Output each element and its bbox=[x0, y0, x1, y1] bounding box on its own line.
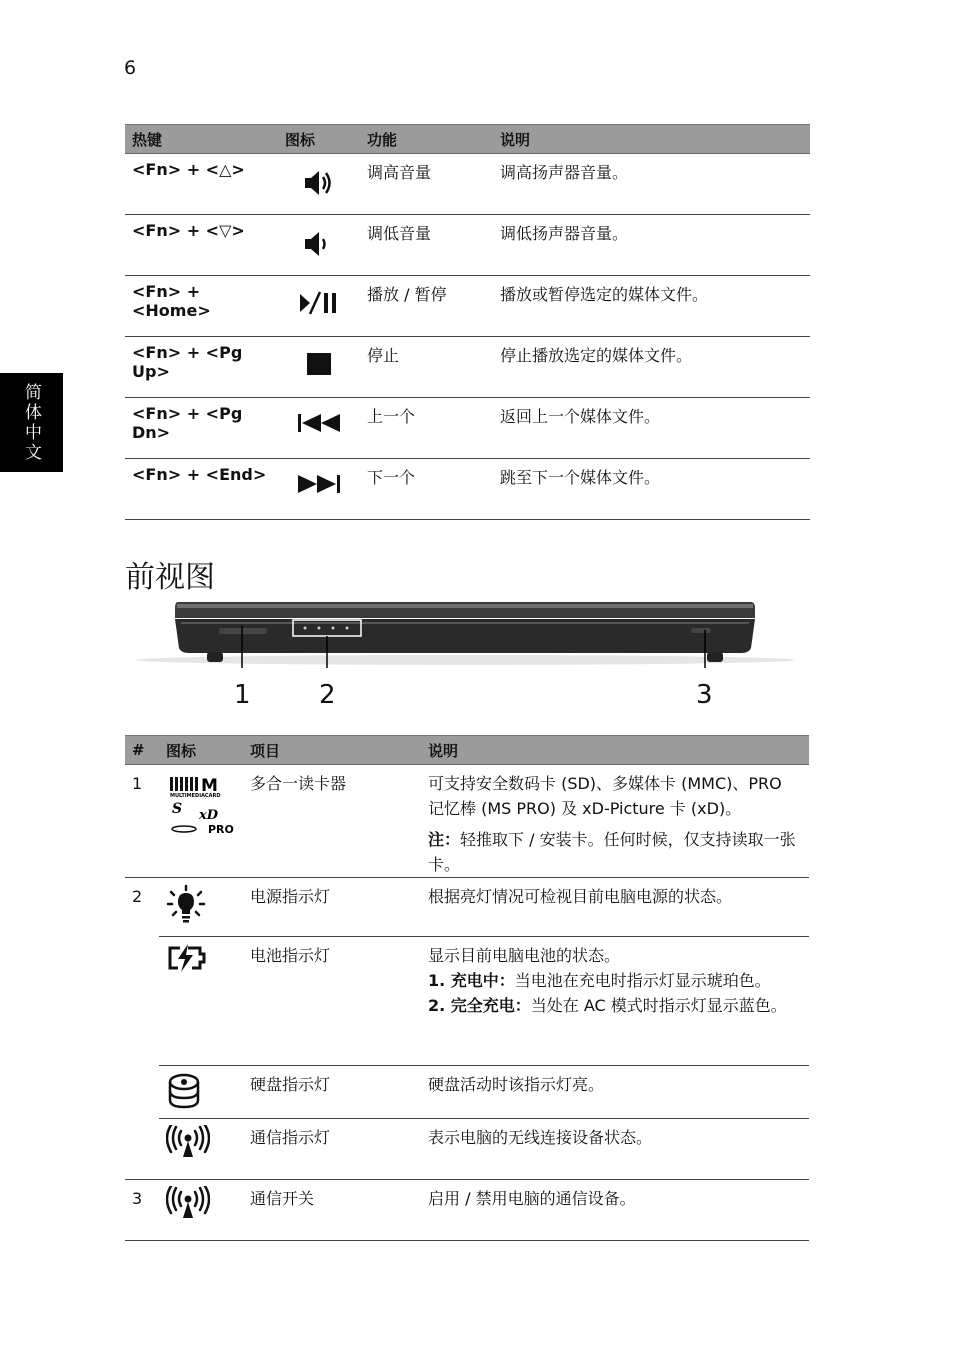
svg-text:xD: xD bbox=[199, 808, 219, 823]
table-row bbox=[125, 337, 810, 398]
description: 调低扬声器音量。 bbox=[493, 215, 810, 276]
row-number: 1 bbox=[125, 765, 159, 878]
header-icon: 图标 bbox=[278, 125, 360, 154]
description: 启用 / 禁用电脑的通信设备。 bbox=[421, 1180, 809, 1241]
power-indicator-icon bbox=[166, 884, 206, 924]
status-label: 2. 完全充电： bbox=[428, 996, 531, 1015]
description: 调高扬声器音量。 bbox=[493, 154, 810, 215]
table-row bbox=[125, 215, 810, 276]
card-reader-icon bbox=[166, 771, 234, 837]
wireless-indicator-icon bbox=[166, 1125, 210, 1159]
status-text: 当电池在充电时指示灯显示琥珀色。 bbox=[514, 971, 771, 990]
hotkey: <Fn> + <Home> bbox=[125, 276, 278, 337]
table-row bbox=[125, 154, 810, 215]
header-function: 功能 bbox=[360, 125, 493, 154]
table-row bbox=[125, 937, 809, 1066]
table-row bbox=[125, 765, 809, 878]
play-pause-icon bbox=[298, 290, 340, 316]
status-label: 1. 充电中： bbox=[428, 971, 515, 990]
item-label: 电源指示灯 bbox=[243, 878, 421, 937]
hotkey: <Fn> + <Pg Up> bbox=[125, 337, 278, 398]
header-description: 说明 bbox=[421, 736, 809, 765]
note-text: 轻推取下 / 安装卡。任何时候，仅支持读取一张卡。 bbox=[428, 830, 796, 874]
stop-icon bbox=[306, 351, 332, 377]
item-label: 通信开关 bbox=[243, 1180, 421, 1241]
hotkey: <Fn> + <End> bbox=[125, 459, 278, 520]
description: 停止播放选定的媒体文件。 bbox=[493, 337, 810, 398]
header-number: # bbox=[125, 736, 159, 765]
description: 返回上一个媒体文件。 bbox=[493, 398, 810, 459]
table-header bbox=[125, 125, 810, 154]
note-label: 注： bbox=[428, 830, 461, 849]
laptop-front-illustration bbox=[135, 598, 795, 668]
previous-icon bbox=[297, 412, 341, 434]
language-tab-label: 简体中文 bbox=[21, 382, 41, 463]
section-title: 前视图 bbox=[125, 560, 215, 595]
hotkey: <Fn> + <Pg Dn> bbox=[125, 398, 278, 459]
table-row bbox=[125, 1119, 809, 1180]
svg-text:MULTIMEDIACARD: MULTIMEDIACARD bbox=[170, 793, 221, 799]
wireless-switch-icon bbox=[166, 1186, 210, 1220]
svg-text:S: S bbox=[172, 801, 183, 817]
function-label: 调高音量 bbox=[360, 154, 493, 215]
function-label: 上一个 bbox=[360, 398, 493, 459]
row-number: 3 bbox=[125, 1180, 159, 1241]
svg-text:PRO: PRO bbox=[208, 823, 234, 836]
item-label: 硬盘指示灯 bbox=[243, 1066, 421, 1119]
hotkey: <Fn> + <▽> bbox=[125, 215, 278, 276]
table-row bbox=[125, 878, 809, 937]
status-text: 当处在 AC 模式时指示灯显示蓝色。 bbox=[530, 996, 787, 1015]
header-icon: 图标 bbox=[159, 736, 243, 765]
table-row bbox=[125, 1066, 809, 1119]
next-icon bbox=[297, 473, 341, 495]
header-item: 项目 bbox=[243, 736, 421, 765]
volume-up-icon bbox=[302, 168, 336, 198]
item-label: 电池指示灯 bbox=[243, 937, 421, 1066]
callout-3: 3 bbox=[696, 680, 713, 710]
table-row bbox=[125, 398, 810, 459]
item-label: 通信指示灯 bbox=[243, 1119, 421, 1180]
language-tab bbox=[0, 373, 63, 472]
function-label: 调低音量 bbox=[360, 215, 493, 276]
description: 播放或暂停选定的媒体文件。 bbox=[493, 276, 810, 337]
item-label: 多合一读卡器 bbox=[243, 765, 421, 878]
callout-1: 1 bbox=[234, 680, 251, 710]
header-description: 说明 bbox=[493, 125, 810, 154]
header-hotkey: 热键 bbox=[125, 125, 278, 154]
hotkeys-table bbox=[125, 124, 810, 520]
description: 表示电脑的无线连接设备状态。 bbox=[421, 1119, 809, 1180]
front-view-table bbox=[125, 735, 809, 1241]
volume-down-icon bbox=[302, 229, 336, 259]
function-label: 停止 bbox=[360, 337, 493, 398]
page-number: 6 bbox=[124, 57, 137, 79]
description: 显示目前电脑电池的状态。 bbox=[428, 946, 621, 965]
callout-2: 2 bbox=[319, 680, 336, 710]
function-label: 播放 / 暂停 bbox=[360, 276, 493, 337]
svg-text:M: M bbox=[201, 776, 218, 796]
table-header bbox=[125, 736, 809, 765]
hotkey: <Fn> + <△> bbox=[125, 154, 278, 215]
description: 可支持安全数码卡 (SD)、多媒体卡 (MMC)、PRO 记忆棒 (MS PRO) 及 xD-Picture 卡 (xD)。 bbox=[428, 774, 782, 818]
row-number: 2 bbox=[132, 887, 143, 906]
table-row bbox=[125, 276, 810, 337]
function-label: 下一个 bbox=[360, 459, 493, 520]
description: 硬盘活动时该指示灯亮。 bbox=[421, 1066, 809, 1119]
battery-indicator-icon bbox=[166, 943, 208, 973]
table-row bbox=[125, 459, 810, 520]
description: 跳至下一个媒体文件。 bbox=[493, 459, 810, 520]
description: 根据亮灯情况可检视目前电脑电源的状态。 bbox=[421, 878, 809, 937]
hdd-indicator-icon bbox=[166, 1072, 202, 1110]
table-row bbox=[125, 1180, 809, 1241]
